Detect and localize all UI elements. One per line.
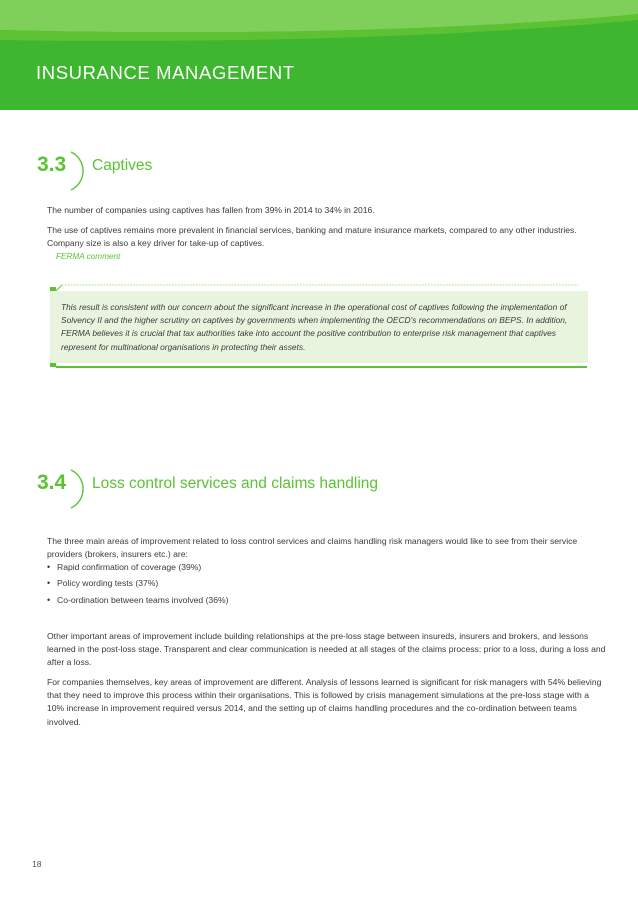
section-title: Captives	[92, 157, 153, 174]
comment-underline	[56, 366, 587, 370]
header-background	[0, 0, 638, 110]
loss-control-paragraph-1: Other important areas of improvement include building relationships at the pre-loss stage between insureds, insurers and brokers, and lessons learned in the post-loss stage. Transparent and clear communication is needed at all stages of the claims process: prior to a loss, during a loss and after a loss.	[47, 631, 606, 668]
list-item: • Policy wording tests (37%)	[47, 577, 229, 590]
page-number: 18	[32, 859, 42, 869]
section-title: Loss control services and claims handling	[92, 475, 379, 492]
list-item: • Rapid confirmation of coverage (39%)	[47, 561, 229, 574]
captives-paragraph-2: The use of captives remains more prevalent in financial services, banking and mature insurance markets, compared to any other industries. Company size is also a key driver for take-up of captives.	[47, 225, 577, 249]
ferma-comment-text: This result is consistent with our concern about the significant increase in the operational cost of captives following the implementation of Solvency II and the higher scrutiny on captives by governments when implementing the OECD's recommendations on BEPS. In addition, FERMA believes it is crucial that tax authorities take into account the positive contribution to enterprise risk management that captives represent for multinational organisations in protecting their assets.	[61, 302, 568, 352]
ferma-comment-label: FERMA comment	[56, 252, 121, 261]
loss-control-paragraph-2: For companies themselves, key areas of improvement are different. Analysis of lessons learned is significant for risk managers with 54% believing that they need to improve this process within their organisations. This is followed by crisis management simulations at the pre-loss stage with a 10% increase in improvement required versus 2014, and the setting up of claims handling procedures and the co-ordination between teams involved.	[47, 677, 602, 727]
section-number: 3.3	[37, 153, 67, 176]
header-title: INSURANCE MANAGEMENT	[36, 62, 295, 83]
section-number: 3.4	[37, 471, 67, 494]
list-item: • Co-ordination between teams involved (36%)	[47, 594, 229, 607]
comment-divider	[54, 261, 580, 295]
improvement-list	[47, 561, 229, 610]
captives-paragraph-1: The number of companies using captives has fallen from 39% in 2014 to 34% in 2016.	[47, 205, 375, 215]
page-header	[0, 0, 638, 110]
loss-control-intro: The three main areas of improvement related to loss control services and claims handling risk managers would like to see from their service providers (brokers, insurers etc.) are:	[47, 536, 578, 560]
